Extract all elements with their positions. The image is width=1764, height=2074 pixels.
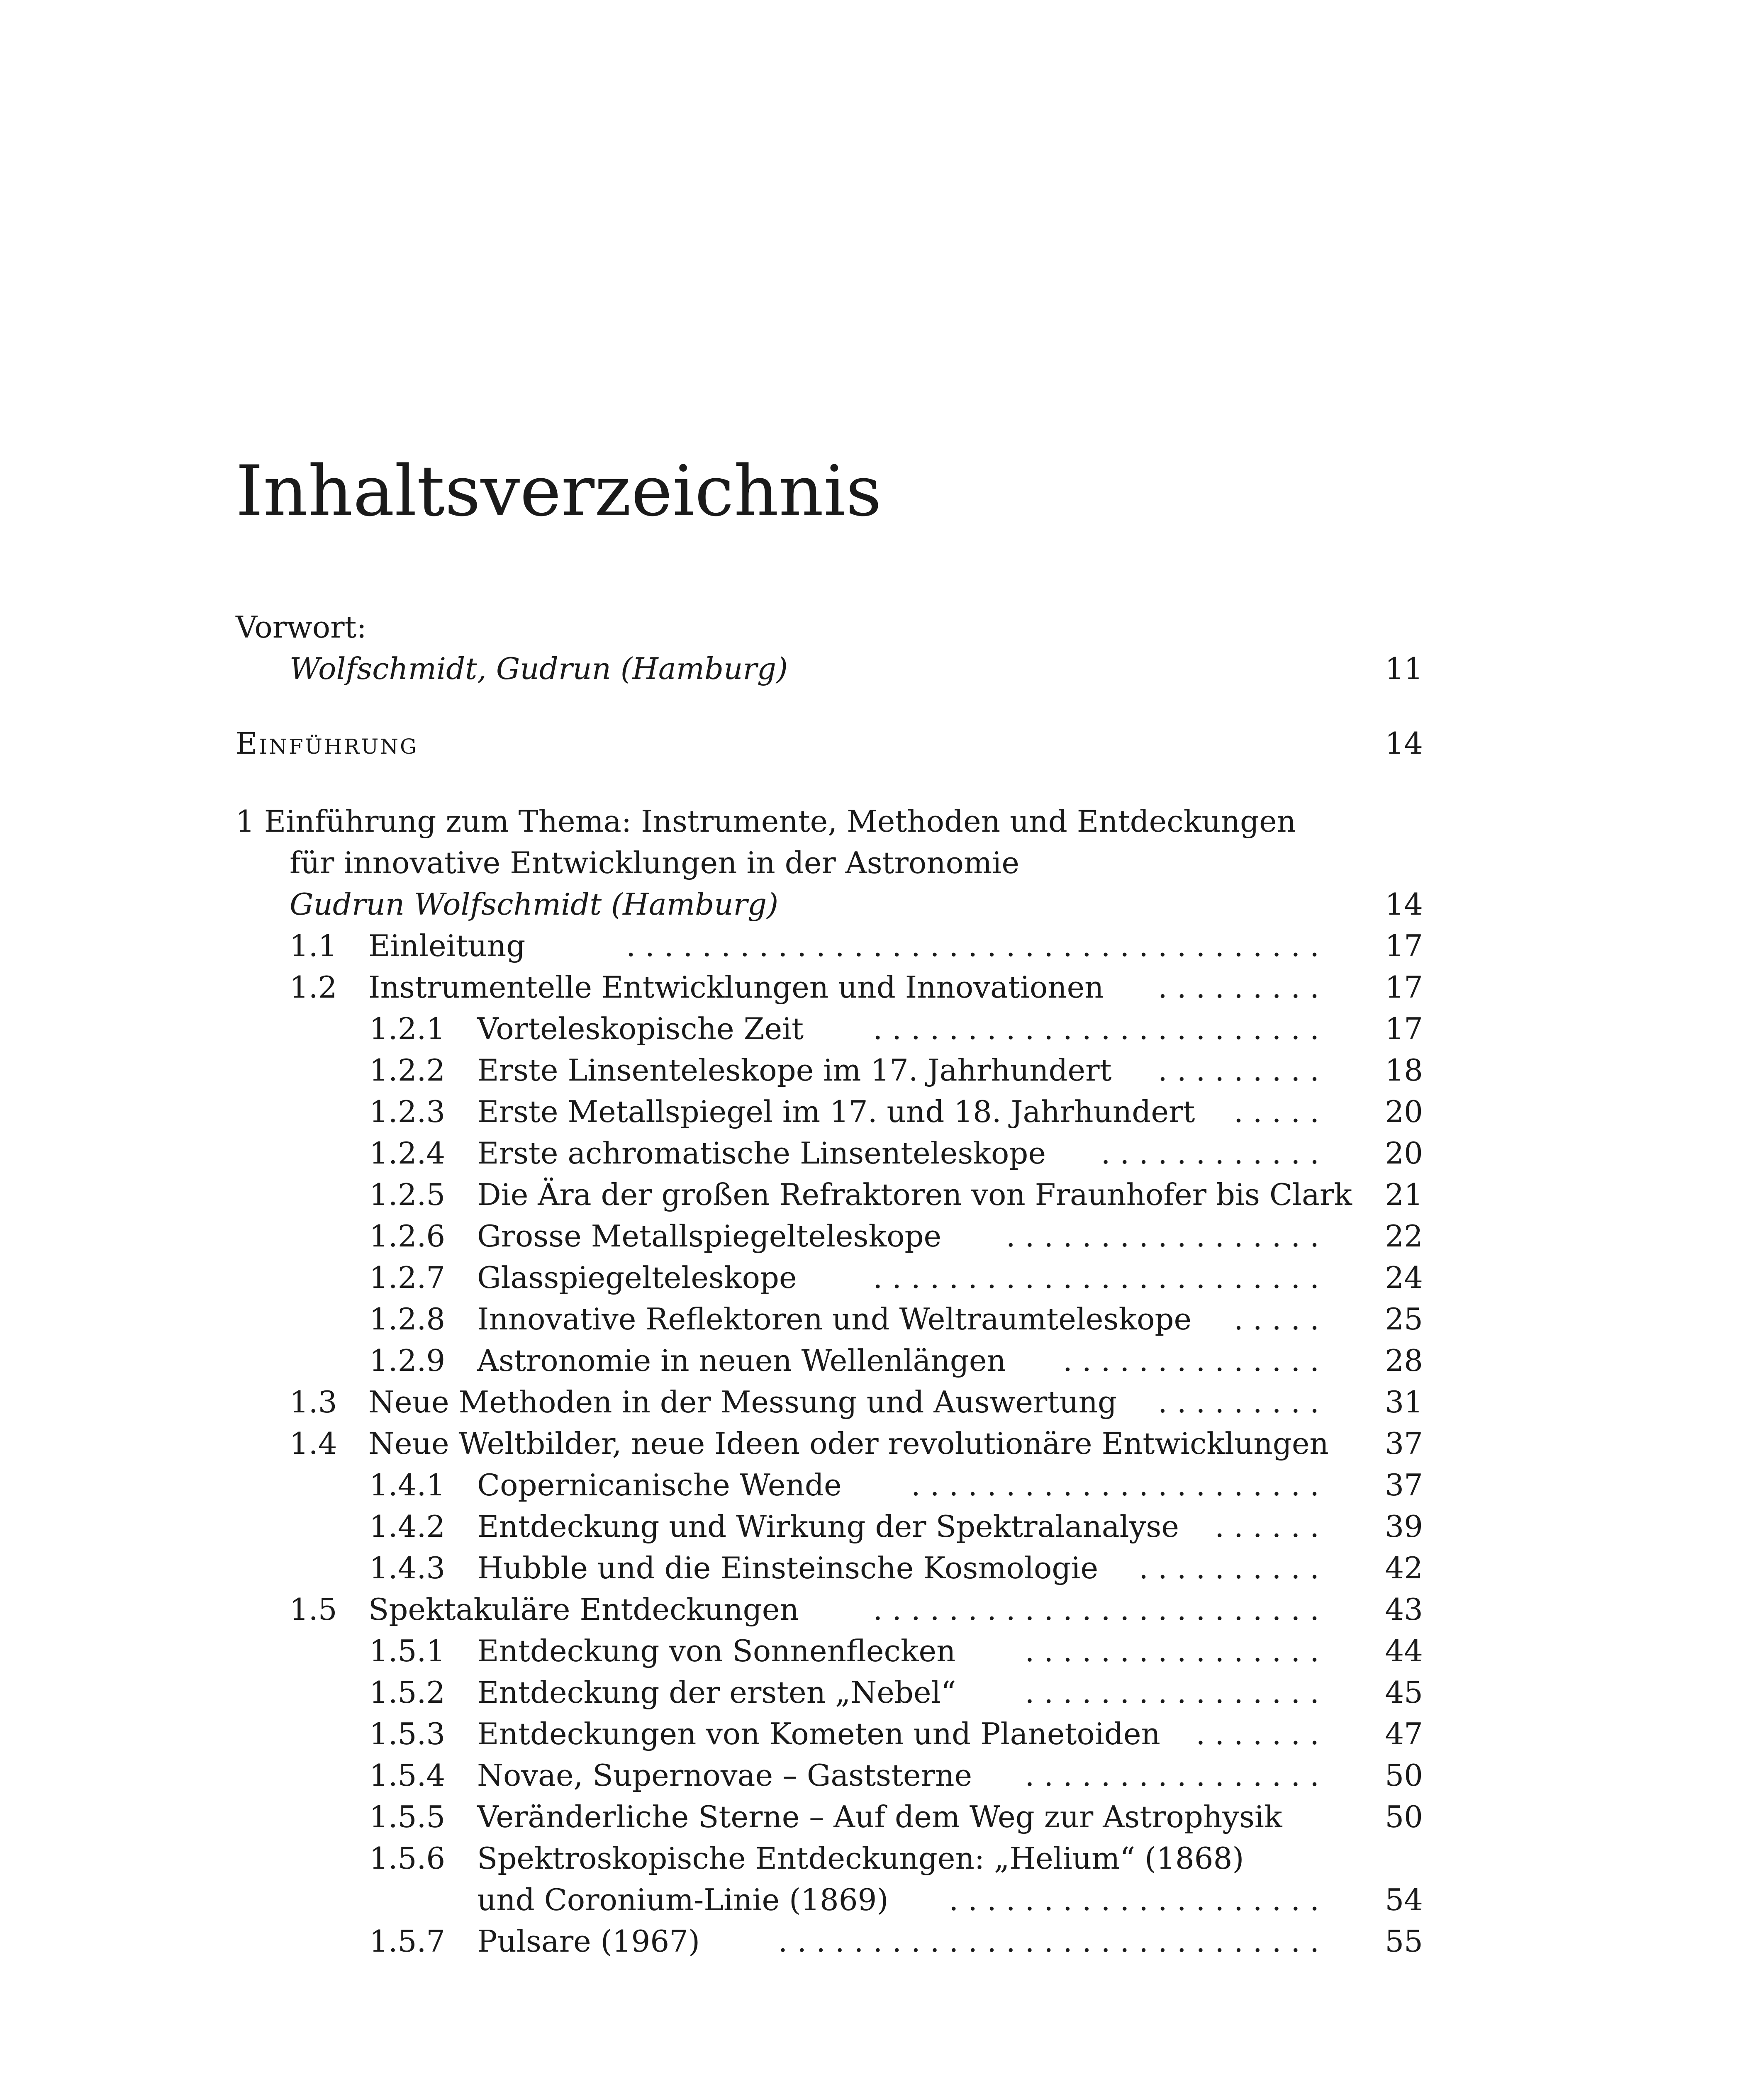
- toc-entry-number: 1.2.9: [369, 1343, 446, 1378]
- toc-entry-title: Erste Metallspiegel im 17. und 18. Jahrhundert: [477, 1094, 1195, 1129]
- dot-leader: . . . . . . . . . . . . . . . . . . . . . . . .: [873, 1592, 1319, 1627]
- toc-entry-title: Pulsare (1967): [477, 1924, 700, 1959]
- dot-leader: . . . . . . . . . . . . . . . .: [1025, 1633, 1319, 1668]
- toc-entry-title: Innovative Reflektoren und Weltraumteleskope: [477, 1302, 1192, 1336]
- toc-entry-number: 1.5: [290, 1592, 337, 1627]
- toc-entry-title: Hubble und die Einsteinsche Kosmologie: [477, 1551, 1099, 1585]
- dot-leader: . . . . . . . . . . . . . .: [1063, 1343, 1319, 1378]
- toc-entry-title: Neue Methoden in der Messung und Auswertung: [368, 1385, 1117, 1419]
- toc-entry-number: 1.2.8: [369, 1302, 446, 1336]
- toc-entry-number: 1.5.1: [369, 1633, 446, 1668]
- toc-entry-page: 55: [1385, 1924, 1423, 1959]
- toc-entry-page: 37: [1385, 1468, 1423, 1502]
- dot-leader: . . . . .: [1234, 1094, 1319, 1129]
- toc-entry-number: 1.4.1: [369, 1468, 446, 1502]
- toc-entry-number: 1.5.3: [369, 1716, 446, 1751]
- toc-entry-page: 37: [1385, 1426, 1423, 1461]
- toc-entry-number: 1.3: [290, 1385, 337, 1419]
- dot-leader: . . . . . . . . . . . .: [1101, 1136, 1319, 1171]
- chapter-1-title-line2: [290, 842, 1019, 884]
- toc-entry-page: 17: [1385, 970, 1423, 1005]
- chapter-1-page: 14: [1385, 887, 1423, 922]
- toc-entry-page: 50: [1385, 1758, 1423, 1793]
- toc-entry-page: 43: [1385, 1592, 1423, 1627]
- toc-entry-title: Novae, Supernovae – Gaststerne: [477, 1758, 972, 1793]
- toc-entry: [369, 1796, 1319, 1838]
- vorwort-label: [236, 606, 367, 648]
- toc-entry-title: Astronomie in neuen Wellenlängen: [477, 1343, 1006, 1378]
- toc-entry-page: 22: [1385, 1219, 1423, 1254]
- vorwort-page: 11: [1385, 651, 1423, 686]
- toc-entry-number: 1.4.3: [369, 1551, 446, 1585]
- toc-entry-title: und Coronium-Linie (1869): [477, 1882, 889, 1917]
- dot-leader: . . . . . . . . . . . . . . . .: [1025, 1675, 1319, 1710]
- toc-entry-title: Erste Linsenteleskope im 17. Jahrhundert: [477, 1053, 1112, 1088]
- toc-entry-number: 1.2.1: [369, 1011, 446, 1046]
- toc-entry-title: Neue Weltbilder, neue Ideen oder revolutionäre Entwicklungen: [368, 1426, 1329, 1461]
- dot-leader: . . . . . .: [1215, 1509, 1319, 1544]
- toc-entry-title: Veränderliche Sterne – Auf dem Weg zur Astrophysik: [477, 1799, 1282, 1834]
- toc-entry-title: Grosse Metallspiegelteleskope: [477, 1219, 942, 1254]
- toc-entry-number: 1.5.2: [369, 1675, 446, 1710]
- dot-leader: . . . . . . . . .: [1157, 1053, 1319, 1088]
- einfuehrung-page: 14: [1385, 726, 1423, 761]
- toc-entry-number: 1.2: [290, 970, 337, 1005]
- toc-entry-number: 1.4: [290, 1426, 337, 1461]
- toc-entry-number: 1.5.5: [369, 1799, 446, 1834]
- chapter-1-title-text-2: für innovative Entwicklungen in der Astronomie: [290, 845, 1019, 880]
- dot-leader: . . . . . . . . . . . . . . . . . . . . . . . . . . . . .: [778, 1924, 1319, 1959]
- chapter-1-number: 1: [236, 804, 255, 839]
- toc-entry: [369, 1174, 1352, 1215]
- toc-entry-title: Spektroskopische Entdeckungen: „Helium“ (1868): [477, 1841, 1244, 1876]
- chapter-1-author-text: Gudrun Wolfschmidt (Hamburg): [290, 887, 779, 922]
- toc-entry-title: Vorteleskopische Zeit: [477, 1011, 804, 1046]
- toc-entry: [369, 1838, 1319, 1879]
- toc-entry-title: Entdeckung von Sonnenflecken: [477, 1633, 956, 1668]
- toc-entry-number: 1.2.3: [369, 1094, 446, 1129]
- dot-leader: . . . . . . . . .: [1157, 1385, 1319, 1419]
- toc-entry-number: 1.2.2: [369, 1053, 446, 1088]
- vorwort-author: [290, 648, 788, 689]
- toc-entry-title: Die Ära der großen Refraktoren von Fraunhofer bis Clark: [477, 1177, 1352, 1212]
- toc-entry-page: 42: [1385, 1551, 1423, 1585]
- dot-leader: . . . . . . . . . . . . . . . . . . . .: [949, 1882, 1319, 1917]
- toc-entry-title: Einleitung: [368, 928, 526, 963]
- toc-entry-page: 20: [1385, 1136, 1423, 1171]
- toc-entry-number: 1.5.4: [369, 1758, 446, 1793]
- dot-leader: . . . . . . . . . . . . . . . . . . . . . . . . . . . . . . . . . . . . .: [626, 928, 1319, 963]
- dot-leader: . . . . . . . . . .: [1139, 1551, 1319, 1585]
- toc-entry-page: 21: [1385, 1177, 1423, 1212]
- toc-entry-number: 1.5.7: [369, 1924, 446, 1959]
- toc-entry-number: 1.2.5: [369, 1177, 446, 1212]
- toc-entry-page: 17: [1385, 1011, 1423, 1046]
- toc-entry: [369, 1506, 1319, 1547]
- toc-entry-number: 1.4.2: [369, 1509, 446, 1544]
- dot-leader: . . . . . . . . . . . . . . . .: [1025, 1758, 1319, 1793]
- toc-entry-page: 45: [1385, 1675, 1423, 1710]
- toc-entry-title: Entdeckung der ersten „Nebel“: [477, 1675, 956, 1710]
- toc-entry: [290, 1423, 1329, 1464]
- chapter-1-title-text: Einführung zum Thema: Instrumente, Methoden und Entdeckungen: [264, 804, 1296, 839]
- chapter-1-author: [290, 884, 778, 925]
- toc-entry-title: Entdeckung und Wirkung der Spektralanalyse: [477, 1509, 1179, 1544]
- toc-entry-number: 1.2.6: [369, 1219, 446, 1254]
- dot-leader: . . . . . . . . . . . . . . . . . . . . . . . .: [873, 1260, 1319, 1295]
- toc-entry-page: 17: [1385, 928, 1423, 963]
- dot-leader: . . . . .: [1234, 1302, 1319, 1336]
- vorwort-label-text: Vorwort:: [236, 610, 367, 645]
- dot-leader: . . . . . . .: [1196, 1716, 1319, 1751]
- toc-entry-page: 18: [1385, 1053, 1423, 1088]
- einfuehrung-heading-text: Einführung: [236, 726, 418, 761]
- toc-entry-page: 20: [1385, 1094, 1423, 1129]
- vorwort-author-text: Wolfschmidt, Gudrun (Hamburg): [290, 651, 788, 686]
- toc-entry-page: 50: [1385, 1799, 1423, 1834]
- toc-entry: [369, 1091, 1319, 1132]
- einfuehrung-heading: [236, 723, 418, 764]
- toc-entry-title: Entdeckungen von Kometen und Planetoiden: [477, 1716, 1160, 1751]
- toc-entry-title: Spektakuläre Entdeckungen: [368, 1592, 799, 1627]
- dot-leader: . . . . . . . . .: [1157, 970, 1319, 1005]
- toc-entry-page: 31: [1385, 1385, 1423, 1419]
- toc-entry-page: 24: [1385, 1260, 1423, 1295]
- toc-entry-page: 47: [1385, 1716, 1423, 1751]
- toc-entry-title: Copernicanische Wende: [477, 1468, 842, 1502]
- toc-entry-page: 28: [1385, 1343, 1423, 1378]
- toc-entry-title: Erste achromatische Linsenteleskope: [477, 1136, 1046, 1171]
- toc-entry-page: 25: [1385, 1302, 1423, 1336]
- toc-entry: [369, 1298, 1319, 1340]
- toc-entry-page: 44: [1385, 1633, 1423, 1668]
- toc-entry-title: Glasspiegelteleskope: [477, 1260, 797, 1295]
- toc-entry-number: 1.5.6: [369, 1841, 446, 1876]
- toc-entry-number: 1.2.4: [369, 1136, 446, 1171]
- dot-leader: . . . . . . . . . . . . . . . . . . . . . . . .: [873, 1011, 1319, 1046]
- dot-leader: . . . . . . . . . . . . . . . . .: [1006, 1219, 1319, 1254]
- toc-entry-page: 39: [1385, 1509, 1423, 1544]
- dot-leader: . . . . . . . . . . . . . . . . . . . . . .: [911, 1468, 1319, 1502]
- page-title: Inhaltsverzeichnis: [236, 450, 882, 532]
- chapter-1-title-line1: [236, 801, 1296, 842]
- toc-entry-page: 54: [1385, 1882, 1423, 1917]
- toc-entry-number: 1.1: [290, 928, 337, 963]
- toc-entry-title: Instrumentelle Entwicklungen und Innovationen: [368, 970, 1104, 1005]
- toc-entry-number: 1.2.7: [369, 1260, 446, 1295]
